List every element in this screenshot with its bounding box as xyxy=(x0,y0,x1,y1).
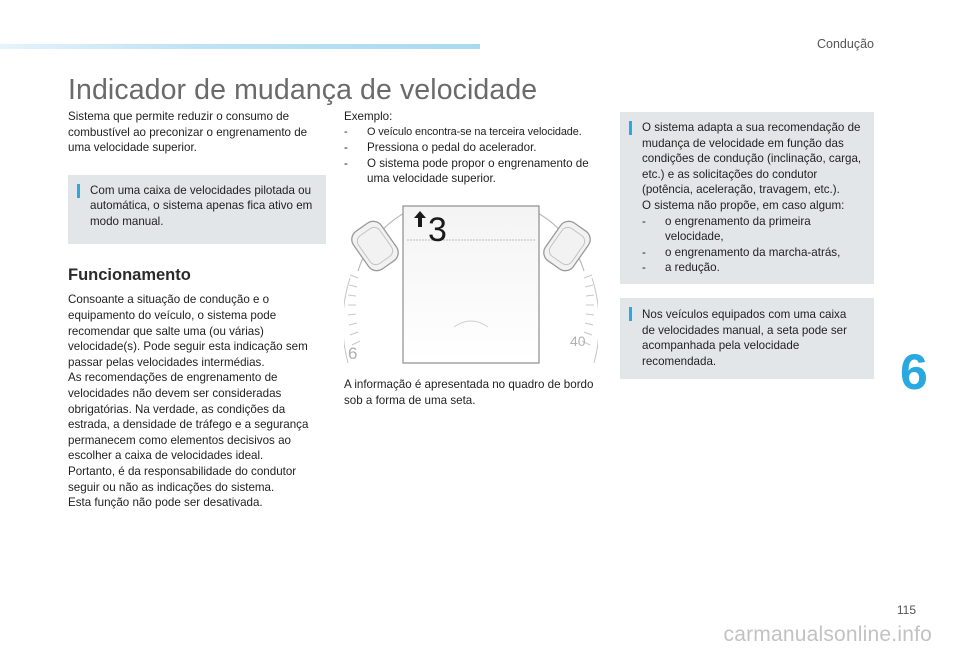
list-item: - o engrenamento da marcha-atrás, xyxy=(642,245,841,259)
header-accent-bar xyxy=(0,44,480,49)
section-heading: Funcionamento xyxy=(68,265,191,284)
paragraph: Consoante a situação de condução e o equipamento do veículo, o sistema pode recomendar que salte uma (ou várias) velocidade(s). Pode seguir esta indicação sem passar pelas velocidades intermédias. xyxy=(68,293,308,369)
right-dial-value: 40 xyxy=(570,333,586,349)
list-item: - Pressiona o pedal do acelerador. xyxy=(344,141,537,155)
note-text: O sistema adapta a sua recomendação de mudança de velocidade em função das condições de condução (inclinação, carga, etc.) e as solicitações do condutor (potência, aceleração, travagem, etc.). xyxy=(642,121,862,197)
page-number: 115 xyxy=(896,603,916,617)
note-text: Com uma caixa de velocidades pilotada ou automática, o sistema apenas fica ativo em modo manual. xyxy=(90,183,313,228)
display-caption xyxy=(344,377,602,408)
exclusions-list xyxy=(642,214,862,276)
list-item: - O veículo encontra-se na terceira velocidade. xyxy=(344,125,582,138)
list-item: - a redução. xyxy=(642,261,720,275)
recommended-gear-digit: 3 xyxy=(428,211,447,249)
note-subtitle: O sistema não propõe, em caso algum: xyxy=(642,198,845,212)
example-list xyxy=(344,125,602,187)
note-text: Nos veículos equipados com uma caixa de velocidades manual, a seta pode ser acompanhada pela velocidade recomendada. xyxy=(642,307,847,368)
intro-paragraph: Sistema que permite reduzir o consumo de combustível ao preconizar o engrenamento de uma velocidade superior. xyxy=(68,110,308,155)
left-pod xyxy=(348,217,402,274)
info-note-manual-gearbox xyxy=(620,298,874,379)
info-note-conditions xyxy=(620,112,874,284)
caption-text: A informação é apresentada no quadro de bordo sob a forma de uma seta. xyxy=(344,378,594,407)
instrument-panel-illustration xyxy=(344,203,598,364)
list-item: - O sistema pode propor o engrenamento de uma velocidade superior. xyxy=(344,156,589,186)
middle-column xyxy=(344,109,602,187)
page-title: Indicador de mudança de velocidade xyxy=(68,74,538,106)
body-text xyxy=(68,292,326,510)
left-dial-value: 6 xyxy=(348,344,358,363)
center-display xyxy=(403,206,539,363)
watermark: carmanualsonline.info xyxy=(723,623,932,646)
note-marker-icon xyxy=(77,184,80,198)
section-name: Condução xyxy=(817,37,874,51)
left-column xyxy=(68,109,326,511)
chapter-number: 6 xyxy=(900,344,928,400)
paragraph: As recomendações de engrenamento de velocidades não devem ser consideradas obrigatórias. Na verdade, as condições da estrada, a densidade de tráfego e a segurança permanecem como elementos decisivos ao escolher a caixa de velocidades ideal. xyxy=(68,371,309,463)
paragraph: Esta função não pode ser desativada. xyxy=(68,496,263,510)
note-marker-icon xyxy=(629,121,632,135)
right-column xyxy=(620,112,874,379)
info-note-manual-mode xyxy=(68,175,326,244)
example-label: Exemplo: xyxy=(344,110,393,123)
list-item: - o engrenamento da primeira velocidade, xyxy=(642,214,811,244)
paragraph: Portanto, é da responsabilidade do condutor seguir ou não as indicações do sistema. xyxy=(68,464,297,494)
note-marker-icon xyxy=(629,307,632,321)
right-pod xyxy=(540,217,594,274)
